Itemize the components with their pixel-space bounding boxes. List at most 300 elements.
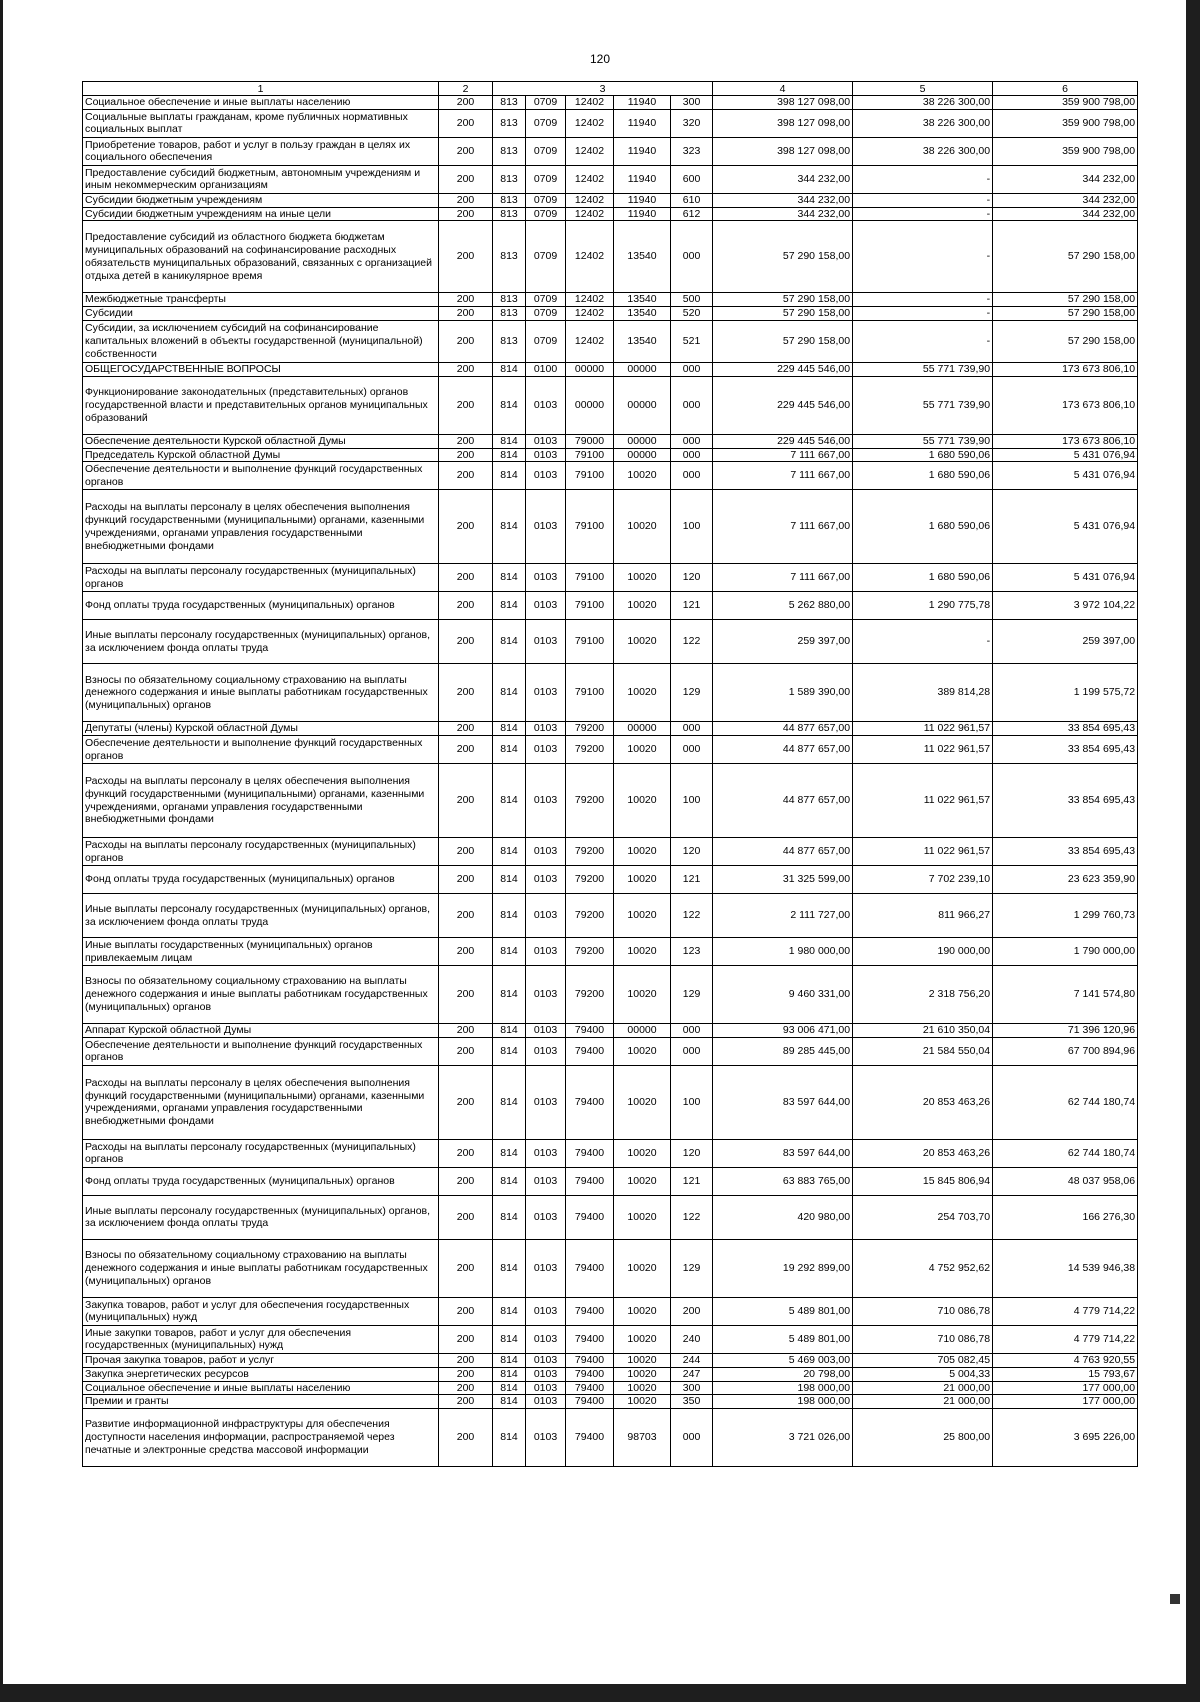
direction-code: 11940 xyxy=(614,96,671,110)
program-code: 79400 xyxy=(566,1037,614,1065)
amount-remaining: 33 854 695,43 xyxy=(993,838,1138,866)
direction-code: 10020 xyxy=(614,564,671,592)
kvsr-code: 814 xyxy=(493,1395,526,1409)
expense-type-code: 520 xyxy=(671,307,713,321)
direction-code: 00000 xyxy=(614,1024,671,1038)
table-row xyxy=(83,620,1138,664)
kvsr-code: 814 xyxy=(493,1367,526,1381)
expense-type-code: 200 xyxy=(671,1297,713,1325)
direction-code: 10020 xyxy=(614,1037,671,1065)
kvsr-code: 814 xyxy=(493,894,526,938)
program-code: 79100 xyxy=(566,620,614,664)
row-name: Премии и гранты xyxy=(83,1395,439,1409)
amount-remaining: 344 232,00 xyxy=(993,193,1138,207)
amount-remaining: 7 141 574,80 xyxy=(993,966,1138,1024)
glava-code: 200 xyxy=(439,664,493,722)
program-code: 00000 xyxy=(566,362,614,376)
expense-type-code: 300 xyxy=(671,96,713,110)
row-name: Взносы по обязательному социальному страхованию на выплаты денежного содержания и иные выплаты работникам государственных (муниципальных) органов xyxy=(83,664,439,722)
section-code: 0103 xyxy=(526,1037,566,1065)
expense-type-code: 247 xyxy=(671,1367,713,1381)
row-name: Фонд оплаты труда государственных (муниципальных) органов xyxy=(83,866,439,894)
amount-planned: 7 111 667,00 xyxy=(713,448,853,462)
kvsr-code: 814 xyxy=(493,1024,526,1038)
amount-executed: 1 290 775,78 xyxy=(853,592,993,620)
amount-executed: 190 000,00 xyxy=(853,938,993,966)
expense-type-code: 000 xyxy=(671,1024,713,1038)
amount-executed: 1 680 590,06 xyxy=(853,490,993,564)
expense-type-code: 122 xyxy=(671,620,713,664)
glava-code: 200 xyxy=(439,1037,493,1065)
row-name: Социальное обеспечение и иные выплаты населению xyxy=(83,1381,439,1395)
glava-code: 200 xyxy=(439,1381,493,1395)
amount-planned: 44 877 657,00 xyxy=(713,722,853,736)
program-code: 79200 xyxy=(566,894,614,938)
kvsr-code: 814 xyxy=(493,362,526,376)
table-row xyxy=(83,1395,1138,1409)
amount-planned: 3 721 026,00 xyxy=(713,1409,853,1467)
expense-type-code: 000 xyxy=(671,434,713,448)
amount-remaining: 62 744 180,74 xyxy=(993,1139,1138,1167)
kvsr-code: 813 xyxy=(493,293,526,307)
section-code: 0103 xyxy=(526,938,566,966)
amount-remaining: 344 232,00 xyxy=(993,165,1138,193)
section-code: 0709 xyxy=(526,307,566,321)
expense-type-code: 500 xyxy=(671,293,713,307)
row-name: Расходы на выплаты персоналу государственных (муниципальных) органов xyxy=(83,838,439,866)
glava-code: 200 xyxy=(439,564,493,592)
glava-code: 200 xyxy=(439,722,493,736)
direction-code: 11940 xyxy=(614,193,671,207)
table-row xyxy=(83,1195,1138,1239)
glava-code: 200 xyxy=(439,434,493,448)
amount-remaining: 166 276,30 xyxy=(993,1195,1138,1239)
glava-code: 200 xyxy=(439,1239,493,1297)
glava-code: 200 xyxy=(439,866,493,894)
kvsr-code: 814 xyxy=(493,1139,526,1167)
direction-code: 10020 xyxy=(614,764,671,838)
section-code: 0103 xyxy=(526,664,566,722)
section-code: 0103 xyxy=(526,1139,566,1167)
program-code: 12402 xyxy=(566,293,614,307)
expense-type-code: 120 xyxy=(671,1139,713,1167)
kvsr-code: 814 xyxy=(493,462,526,490)
expense-type-code: 129 xyxy=(671,966,713,1024)
amount-remaining: 67 700 894,96 xyxy=(993,1037,1138,1065)
section-code: 0709 xyxy=(526,221,566,293)
row-name: Приобретение товаров, работ и услуг в пользу граждан в целях их социального обеспечения xyxy=(83,137,439,165)
amount-executed: 20 853 463,26 xyxy=(853,1065,993,1139)
amount-remaining: 14 539 946,38 xyxy=(993,1239,1138,1297)
amount-executed: 21 610 350,04 xyxy=(853,1024,993,1038)
section-code: 0103 xyxy=(526,1167,566,1195)
row-name: Расходы на выплаты персоналу в целях обеспечения выполнения функций государственными (муниципальными) органами, казенными учреждениями, органами управления государственными внебюджетными фондами xyxy=(83,1065,439,1139)
program-code: 79100 xyxy=(566,664,614,722)
program-code: 12402 xyxy=(566,320,614,362)
amount-executed: - xyxy=(853,293,993,307)
program-code: 12402 xyxy=(566,109,614,137)
expense-type-code: 000 xyxy=(671,462,713,490)
kvsr-code: 814 xyxy=(493,1037,526,1065)
section-code: 0709 xyxy=(526,96,566,110)
amount-executed: 254 703,70 xyxy=(853,1195,993,1239)
direction-code: 10020 xyxy=(614,838,671,866)
scan-edge-left xyxy=(0,0,3,1702)
amount-remaining: 33 854 695,43 xyxy=(993,764,1138,838)
amount-remaining: 177 000,00 xyxy=(993,1395,1138,1409)
section-code: 0103 xyxy=(526,1297,566,1325)
direction-code: 00000 xyxy=(614,722,671,736)
row-name: Взносы по обязательному социальному страхованию на выплаты денежного содержания и иные выплаты работникам государственных (муниципальных) органов xyxy=(83,966,439,1024)
amount-executed: 21 000,00 xyxy=(853,1381,993,1395)
kvsr-code: 814 xyxy=(493,764,526,838)
kvsr-code: 814 xyxy=(493,564,526,592)
program-code: 79400 xyxy=(566,1367,614,1381)
program-code: 12402 xyxy=(566,165,614,193)
row-name: Субсидии бюджетным учреждениям xyxy=(83,193,439,207)
program-code: 79200 xyxy=(566,838,614,866)
amount-executed: - xyxy=(853,320,993,362)
amount-remaining: 1 299 760,73 xyxy=(993,894,1138,938)
amount-executed: 25 800,00 xyxy=(853,1409,993,1467)
glava-code: 200 xyxy=(439,293,493,307)
program-code: 79400 xyxy=(566,1297,614,1325)
table-row xyxy=(83,307,1138,321)
kvsr-code: 814 xyxy=(493,1195,526,1239)
expense-type-code: 521 xyxy=(671,320,713,362)
expense-type-code: 600 xyxy=(671,165,713,193)
scan-edge-right xyxy=(1186,0,1200,1702)
expense-type-code: 121 xyxy=(671,592,713,620)
row-name: Субсидии xyxy=(83,307,439,321)
table-row xyxy=(83,207,1138,221)
row-name: Функционирование законодательных (представительных) органов государственной власти и представительных органов муниципальных образований xyxy=(83,376,439,434)
amount-planned: 57 290 158,00 xyxy=(713,221,853,293)
expense-type-code: 120 xyxy=(671,564,713,592)
row-name: Фонд оплаты труда государственных (муниципальных) органов xyxy=(83,592,439,620)
amount-executed: 11 022 961,57 xyxy=(853,764,993,838)
row-name: Расходы на выплаты персоналу государственных (муниципальных) органов xyxy=(83,1139,439,1167)
budget-table xyxy=(82,81,1138,1467)
amount-executed: 1 680 590,06 xyxy=(853,462,993,490)
amount-remaining: 359 900 798,00 xyxy=(993,137,1138,165)
kvsr-code: 813 xyxy=(493,320,526,362)
row-name: Фонд оплаты труда государственных (муниципальных) органов xyxy=(83,1167,439,1195)
row-name: Иные выплаты персоналу государственных (муниципальных) органов, за исключением фонда оплаты труда xyxy=(83,1195,439,1239)
direction-code: 10020 xyxy=(614,1167,671,1195)
row-name: Расходы на выплаты персоналу в целях обеспечения выполнения функций государственными (муниципальными) органами, казенными учреждениями, органами управления государственными внебюджетными фондами xyxy=(83,490,439,564)
kvsr-code: 813 xyxy=(493,137,526,165)
section-code: 0709 xyxy=(526,207,566,221)
table-row xyxy=(83,1409,1138,1467)
kvsr-code: 814 xyxy=(493,838,526,866)
kvsr-code: 814 xyxy=(493,722,526,736)
section-code: 0103 xyxy=(526,1239,566,1297)
amount-executed: - xyxy=(853,620,993,664)
direction-code: 10020 xyxy=(614,1065,671,1139)
row-name: Депутаты (члены) Курской областной Думы xyxy=(83,722,439,736)
section-code: 0103 xyxy=(526,1353,566,1367)
kvsr-code: 813 xyxy=(493,193,526,207)
direction-code: 00000 xyxy=(614,376,671,434)
amount-planned: 7 111 667,00 xyxy=(713,462,853,490)
table-row xyxy=(83,362,1138,376)
kvsr-code: 814 xyxy=(493,434,526,448)
row-name: Межбюджетные трансферты xyxy=(83,293,439,307)
amount-planned: 19 292 899,00 xyxy=(713,1239,853,1297)
table-row xyxy=(83,1367,1138,1381)
row-name: Обеспечение деятельности и выполнение функций государственных органов xyxy=(83,462,439,490)
program-code: 79100 xyxy=(566,490,614,564)
glava-code: 200 xyxy=(439,894,493,938)
amount-remaining: 57 290 158,00 xyxy=(993,320,1138,362)
section-code: 0103 xyxy=(526,1409,566,1467)
table-row xyxy=(83,894,1138,938)
amount-remaining: 1 790 000,00 xyxy=(993,938,1138,966)
direction-code: 00000 xyxy=(614,434,671,448)
amount-planned: 198 000,00 xyxy=(713,1381,853,1395)
scan-artifact xyxy=(1170,1594,1180,1604)
program-code: 79400 xyxy=(566,1195,614,1239)
amount-executed: - xyxy=(853,193,993,207)
kvsr-code: 814 xyxy=(493,866,526,894)
table-row xyxy=(83,221,1138,293)
amount-remaining: 48 037 958,06 xyxy=(993,1167,1138,1195)
glava-code: 200 xyxy=(439,1065,493,1139)
table-row xyxy=(83,448,1138,462)
glava-code: 200 xyxy=(439,207,493,221)
section-code: 0709 xyxy=(526,165,566,193)
amount-executed: 1 680 590,06 xyxy=(853,448,993,462)
table-row xyxy=(83,1381,1138,1395)
direction-code: 10020 xyxy=(614,736,671,764)
kvsr-code: 814 xyxy=(493,1325,526,1353)
amount-remaining: 259 397,00 xyxy=(993,620,1138,664)
kvsr-code: 814 xyxy=(493,966,526,1024)
amount-executed: 705 082,45 xyxy=(853,1353,993,1367)
kvsr-code: 813 xyxy=(493,307,526,321)
glava-code: 200 xyxy=(439,966,493,1024)
amount-executed: 1 680 590,06 xyxy=(853,564,993,592)
direction-code: 10020 xyxy=(614,490,671,564)
amount-executed: 4 752 952,62 xyxy=(853,1239,993,1297)
expense-type-code: 129 xyxy=(671,1239,713,1297)
glava-code: 200 xyxy=(439,620,493,664)
section-code: 0103 xyxy=(526,620,566,664)
direction-code: 10020 xyxy=(614,664,671,722)
glava-code: 200 xyxy=(439,307,493,321)
kvsr-code: 814 xyxy=(493,592,526,620)
table-row xyxy=(83,764,1138,838)
direction-code: 13540 xyxy=(614,221,671,293)
expense-type-code: 100 xyxy=(671,490,713,564)
kvsr-code: 814 xyxy=(493,490,526,564)
section-code: 0103 xyxy=(526,838,566,866)
amount-planned: 5 489 801,00 xyxy=(713,1297,853,1325)
expense-type-code: 000 xyxy=(671,376,713,434)
direction-code: 13540 xyxy=(614,320,671,362)
section-code: 0103 xyxy=(526,1195,566,1239)
amount-remaining: 5 431 076,94 xyxy=(993,490,1138,564)
amount-remaining: 33 854 695,43 xyxy=(993,736,1138,764)
amount-executed: 55 771 739,90 xyxy=(853,362,993,376)
expense-type-code: 000 xyxy=(671,221,713,293)
amount-planned: 44 877 657,00 xyxy=(713,736,853,764)
table-row xyxy=(83,592,1138,620)
table-row xyxy=(83,664,1138,722)
expense-type-code: 000 xyxy=(671,1037,713,1065)
direction-code: 10020 xyxy=(614,1139,671,1167)
kvsr-code: 813 xyxy=(493,165,526,193)
amount-planned: 1 589 390,00 xyxy=(713,664,853,722)
amount-executed: 7 702 239,10 xyxy=(853,866,993,894)
program-code: 79400 xyxy=(566,1395,614,1409)
direction-code: 10020 xyxy=(614,1353,671,1367)
amount-executed: 55 771 739,90 xyxy=(853,434,993,448)
header-cell: 5 xyxy=(853,82,993,96)
glava-code: 200 xyxy=(439,1139,493,1167)
program-code: 79200 xyxy=(566,764,614,838)
expense-type-code: 323 xyxy=(671,137,713,165)
glava-code: 200 xyxy=(439,1167,493,1195)
amount-executed: 11 022 961,57 xyxy=(853,722,993,736)
expense-type-code: 000 xyxy=(671,448,713,462)
kvsr-code: 814 xyxy=(493,1381,526,1395)
scan-edge-bottom xyxy=(0,1684,1200,1702)
row-name: Закупка энергетических ресурсов xyxy=(83,1367,439,1381)
amount-executed: 21 584 550,04 xyxy=(853,1037,993,1065)
program-code: 79200 xyxy=(566,866,614,894)
amount-planned: 57 290 158,00 xyxy=(713,320,853,362)
row-name: Субсидии бюджетным учреждениям на иные цели xyxy=(83,207,439,221)
amount-planned: 31 325 599,00 xyxy=(713,866,853,894)
direction-code: 10020 xyxy=(614,1239,671,1297)
amount-remaining: 15 793,67 xyxy=(993,1367,1138,1381)
glava-code: 200 xyxy=(439,109,493,137)
amount-planned: 398 127 098,00 xyxy=(713,137,853,165)
kvsr-code: 814 xyxy=(493,664,526,722)
section-code: 0103 xyxy=(526,1024,566,1038)
amount-executed: 21 000,00 xyxy=(853,1395,993,1409)
row-name: Социальное обеспечение и иные выплаты населению xyxy=(83,96,439,110)
amount-planned: 5 489 801,00 xyxy=(713,1325,853,1353)
row-name: Обеспечение деятельности и выполнение функций государственных органов xyxy=(83,736,439,764)
expense-type-code: 000 xyxy=(671,736,713,764)
program-code: 12402 xyxy=(566,207,614,221)
row-name: Развитие информационной инфраструктуры для обеспечения доступности населения информации, распространяемой через печатные и электронные средства массовой информации xyxy=(83,1409,439,1467)
row-name: Субсидии, за исключением субсидий на софинансирование капитальных вложений в объекты государственной (муниципальной) собственности xyxy=(83,320,439,362)
amount-executed: 11 022 961,57 xyxy=(853,838,993,866)
table-row xyxy=(83,376,1138,434)
header-cell: 6 xyxy=(993,82,1138,96)
amount-planned: 229 445 546,00 xyxy=(713,376,853,434)
program-code: 79100 xyxy=(566,564,614,592)
expense-type-code: 244 xyxy=(671,1353,713,1367)
kvsr-code: 814 xyxy=(493,1353,526,1367)
amount-executed: - xyxy=(853,307,993,321)
page-number: 120 xyxy=(589,52,611,66)
direction-code: 10020 xyxy=(614,1325,671,1353)
amount-planned: 7 111 667,00 xyxy=(713,564,853,592)
amount-executed: 2 318 756,20 xyxy=(853,966,993,1024)
program-code: 12402 xyxy=(566,193,614,207)
program-code: 00000 xyxy=(566,376,614,434)
table-row xyxy=(83,722,1138,736)
row-name: Предоставление субсидий бюджетным, автономным учреждениям и иным некоммерческим организациям xyxy=(83,165,439,193)
program-code: 79400 xyxy=(566,1409,614,1467)
amount-planned: 63 883 765,00 xyxy=(713,1167,853,1195)
direction-code: 10020 xyxy=(614,462,671,490)
section-code: 0103 xyxy=(526,1395,566,1409)
section-code: 0709 xyxy=(526,293,566,307)
program-code: 79400 xyxy=(566,1139,614,1167)
amount-planned: 57 290 158,00 xyxy=(713,293,853,307)
glava-code: 200 xyxy=(439,592,493,620)
table-row xyxy=(83,293,1138,307)
kvsr-code: 814 xyxy=(493,1409,526,1467)
direction-code: 10020 xyxy=(614,1395,671,1409)
section-code: 0103 xyxy=(526,462,566,490)
expense-type-code: 122 xyxy=(671,1195,713,1239)
glava-code: 200 xyxy=(439,376,493,434)
amount-remaining: 3 972 104,22 xyxy=(993,592,1138,620)
program-code: 79400 xyxy=(566,1239,614,1297)
row-name: Иные выплаты персоналу государственных (муниципальных) органов, за исключением фонда оплаты труда xyxy=(83,894,439,938)
glava-code: 200 xyxy=(439,1325,493,1353)
glava-code: 200 xyxy=(439,362,493,376)
kvsr-code: 814 xyxy=(493,1239,526,1297)
expense-type-code: 320 xyxy=(671,109,713,137)
direction-code: 10020 xyxy=(614,1367,671,1381)
glava-code: 200 xyxy=(439,462,493,490)
amount-executed: 5 004,33 xyxy=(853,1367,993,1381)
section-code: 0103 xyxy=(526,490,566,564)
section-code: 0103 xyxy=(526,866,566,894)
section-code: 0709 xyxy=(526,320,566,362)
amount-remaining: 1 199 575,72 xyxy=(993,664,1138,722)
amount-executed: 811 966,27 xyxy=(853,894,993,938)
program-code: 79200 xyxy=(566,938,614,966)
table-row xyxy=(83,1139,1138,1167)
amount-planned: 83 597 644,00 xyxy=(713,1139,853,1167)
table-row xyxy=(83,193,1138,207)
amount-planned: 44 877 657,00 xyxy=(713,838,853,866)
section-code: 0103 xyxy=(526,434,566,448)
table-row xyxy=(83,938,1138,966)
amount-executed: - xyxy=(853,221,993,293)
kvsr-code: 814 xyxy=(493,1167,526,1195)
glava-code: 200 xyxy=(439,1367,493,1381)
kvsr-code: 814 xyxy=(493,620,526,664)
row-name: Иные выплаты персоналу государственных (муниципальных) органов, за исключением фонда оплаты труда xyxy=(83,620,439,664)
expense-type-code: 300 xyxy=(671,1381,713,1395)
expense-type-code: 123 xyxy=(671,938,713,966)
amount-planned: 83 597 644,00 xyxy=(713,1065,853,1139)
direction-code: 00000 xyxy=(614,362,671,376)
direction-code: 11940 xyxy=(614,165,671,193)
amount-executed: 20 853 463,26 xyxy=(853,1139,993,1167)
amount-remaining: 177 000,00 xyxy=(993,1381,1138,1395)
amount-planned: 198 000,00 xyxy=(713,1395,853,1409)
glava-code: 200 xyxy=(439,96,493,110)
direction-code: 13540 xyxy=(614,293,671,307)
table-row xyxy=(83,736,1138,764)
section-code: 0103 xyxy=(526,1325,566,1353)
expense-type-code: 120 xyxy=(671,838,713,866)
glava-code: 200 xyxy=(439,838,493,866)
direction-code: 11940 xyxy=(614,207,671,221)
amount-planned: 259 397,00 xyxy=(713,620,853,664)
